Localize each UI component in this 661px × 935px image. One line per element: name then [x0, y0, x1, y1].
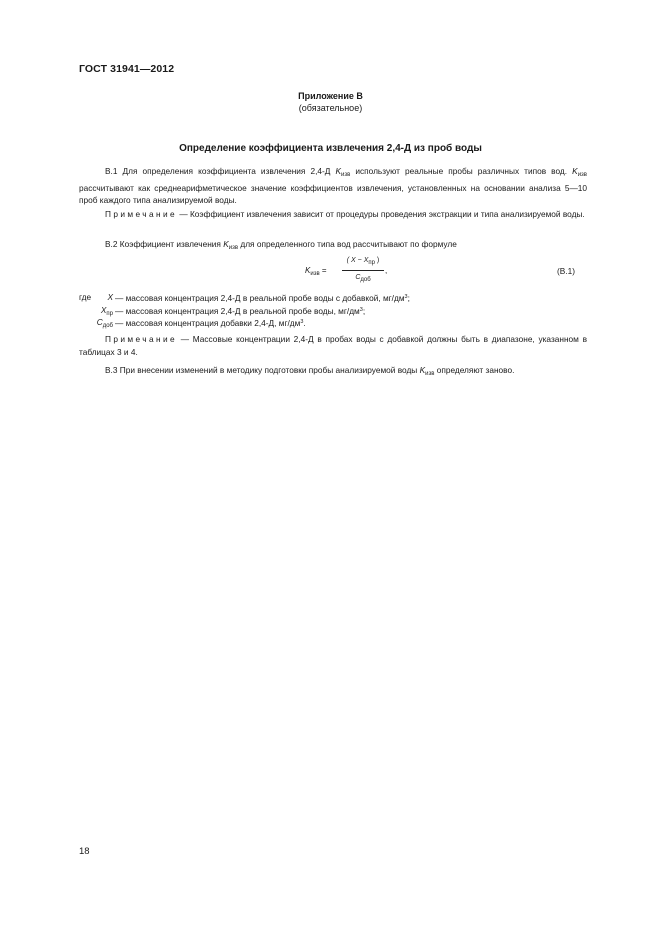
- standard-header: ГОСТ 31941—2012: [79, 63, 175, 75]
- note-1: Примечание — Коэффициент извлечения зависит от процедуры проведения экстракции и типа анализируемой воды.: [105, 209, 585, 219]
- page-number: 18: [79, 846, 90, 857]
- section-title: Определение коэффициента извлечения 2,4-Д из проб воды: [179, 143, 482, 154]
- document-page: ГОСТ 31941—2012 Приложение В (обязательное) Определение коэффициента извлечения 2,4-Д из проб воды В.1 Для определения коэффициента извлечения 2,4-Д $K_{изв}$ используют реальные пробы различных типов вод. $K_{изв}$ рассчитывают как среднеарифметическое значение коэффициентов извлечения, установленных на основании анализа 5—10 проб каждого типа анализируемой воды. Примечание — Коэффициент извлечения зависит от процедуры проведения экстракции и типа анализируемой воды. В.2 Коэффициент извлечения $K_{изв}$ для определенного типа вод рассчитывают по формуле $K_{изв}$ = ( $X - X_{пр}$ ) $C_{доб}$ , (В.1) где X — массовая концентрация 2,4-Д в реальной пробе воды с добавкой, $мг/дм^3$; $X_{пр}$ — массовая концентрация 2,4-Д в реальной пробе воды, $мг/дм^3$; $C_{доб}$ — массовая концентрация добавки 2,4-Д, $мг/дм^3$. Примечание — Массовые концентрации 2,4-Д в пробах воды с добавкой должны быть в диапазоне, указанном в таблицах 3 и 4. В.3 При внесении изменений в методику подготовки пробы анализируемой воды $K_{изв}$ определяют заново. 18: [0, 0, 661, 935]
- equation-number: (В.1): [557, 266, 575, 276]
- paragraph-b3: В.3 При внесении изменений в методику подготовки пробы анализируемой воды $K_{изв}$ определяют заново.: [105, 365, 515, 377]
- appendix-subtitle: (обязательное): [298, 103, 363, 113]
- note-2: Примечание — Массовые концентрации 2,4-Д в пробах воды с добавкой должны быть в диапазоне, указанном в таблицах 3 и 4.: [79, 334, 587, 357]
- paragraph-b2: В.2 Коэффициент извлечения $K_{изв}$ для определенного типа вод рассчитывают по формуле: [105, 239, 457, 251]
- formula-b1: $K_{изв}$ = ( $X - X_{пр}$ ) $C_{доб}$ ,: [305, 257, 388, 283]
- appendix-title: Приложение В: [298, 91, 363, 101]
- paragraph-b1: В.1 Для определения коэффициента извлечения 2,4-Д $K_{изв}$ используют реальные пробы различных типов вод. $K_{изв}$ рассчитывают как среднеарифметическое значение коэффициентов извлечения, установленных на основании анализа 5—10 проб каждого типа анализируемой воды.: [79, 166, 587, 206]
